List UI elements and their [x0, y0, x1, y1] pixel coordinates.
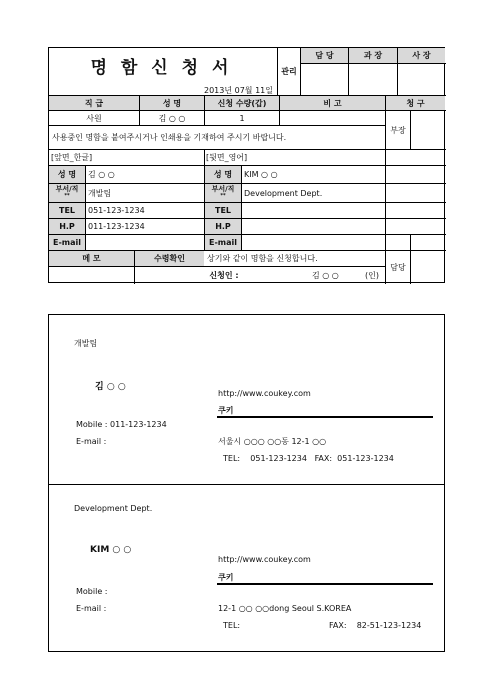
form-title: 명 함 신 청 서	[90, 57, 233, 78]
card-front-website: http://www.coukey.com	[218, 389, 311, 398]
card-back-fax: FAX: 82-51-123-1234	[329, 621, 422, 630]
card-front-company: 쿠키	[218, 406, 234, 415]
approval-staff-header: 담 당	[301, 48, 348, 63]
back-dept-label	[205, 184, 241, 202]
card-front-department: 개발팀	[74, 339, 98, 348]
approval-president-header: 사 장	[398, 48, 445, 63]
front-hp-value: 011-123-1234	[88, 222, 145, 231]
card-back-department: Development Dept.	[74, 504, 153, 513]
front-dept-label	[49, 184, 85, 202]
department-head-label: 부장	[390, 125, 406, 135]
back-name-label: 성 명	[205, 166, 241, 183]
back-dept-value: Development Dept.	[244, 188, 323, 198]
card-back-preview	[48, 484, 445, 652]
form-date: 2013년 07월 11일	[204, 85, 273, 95]
approval-manager-header: 과 장	[349, 48, 397, 63]
header-remarks: 비 고	[280, 96, 385, 110]
back-name-value: KIM ○ ○	[244, 170, 278, 179]
back-email-value	[244, 235, 382, 250]
back-section-label: [뒷면_영어]	[206, 153, 248, 162]
card-back-email: E-mail :	[76, 604, 107, 613]
header-name: 성 명	[140, 96, 204, 110]
back-hp-value	[244, 219, 382, 234]
approval-label: 관리	[281, 67, 297, 76]
front-email-value	[88, 235, 198, 250]
back-hp-label: H.P	[205, 219, 241, 234]
applicant-name: 김 ○ ○	[312, 270, 339, 280]
card-back-mobile: Mobile :	[76, 587, 108, 596]
business-card-request-form	[48, 47, 445, 283]
card-front-divider	[217, 416, 433, 418]
seal-mark: (인)	[365, 270, 379, 280]
card-back-website: http://www.coukey.com	[218, 555, 311, 564]
card-front-address: 서울시 ○○○ ○○동 12-1 ○○	[218, 437, 327, 446]
card-front-preview	[48, 314, 445, 485]
back-email-label: E-mail	[205, 235, 241, 250]
row-quantity: 1	[239, 113, 245, 123]
card-front-name: 김 ○ ○	[95, 382, 126, 392]
in-charge-label: 담당	[390, 262, 406, 272]
receipt-label: 수령확인	[135, 251, 204, 266]
request-text: 상기와 같이 명함을 신청합니다.	[207, 254, 318, 263]
back-dept-label-text: 부서/직	[211, 185, 235, 193]
applicant-label: 신청인 :	[209, 270, 239, 280]
front-hp-label: H.P	[49, 219, 85, 234]
front-dept-value: 개발팀	[88, 188, 112, 198]
card-back-name: KIM ○ ○	[90, 545, 132, 555]
header-rank: 직 급	[49, 96, 139, 110]
card-back-divider	[217, 583, 433, 585]
memo-label: 메 모	[49, 251, 134, 266]
front-tel-label: TEL	[49, 203, 85, 218]
notice-text: 사용중인 명함을 붙여주시거나 인쇄용을 기재하여 주시기 바랍니다.	[52, 133, 287, 142]
card-back-tel: TEL:	[223, 621, 241, 630]
card-front-mobile: Mobile : 011-123-1234	[76, 420, 167, 429]
card-back-address: 12-1 ○○ ○○dong Seoul S.KOREA	[218, 604, 352, 613]
front-email-label: E-mail	[49, 235, 85, 250]
front-tel-value: 051-123-1234	[88, 206, 145, 215]
header-quantity: 신청 수량(갑)	[205, 96, 279, 110]
card-front-email: E-mail :	[76, 437, 107, 446]
card-back-company: 쿠키	[218, 573, 234, 582]
back-tel-label: TEL	[205, 203, 241, 218]
front-dept-label-sub: **	[64, 193, 70, 199]
front-section-label: [앞면_한글]	[51, 153, 93, 162]
row-rank: 사원	[86, 113, 102, 123]
back-tel-value	[244, 203, 382, 218]
front-name-value: 김 ○ ○	[88, 170, 115, 179]
front-dept-label-text: 부서/직	[55, 185, 79, 193]
header-claim: 청 구	[386, 96, 445, 110]
row-name: 김 ○ ○	[158, 113, 186, 123]
back-dept-label-sub: **	[220, 193, 226, 199]
card-front-contact: TEL: 051-123-1234 FAX: 051-123-1234	[223, 454, 394, 463]
front-name-label: 성 명	[49, 166, 85, 183]
